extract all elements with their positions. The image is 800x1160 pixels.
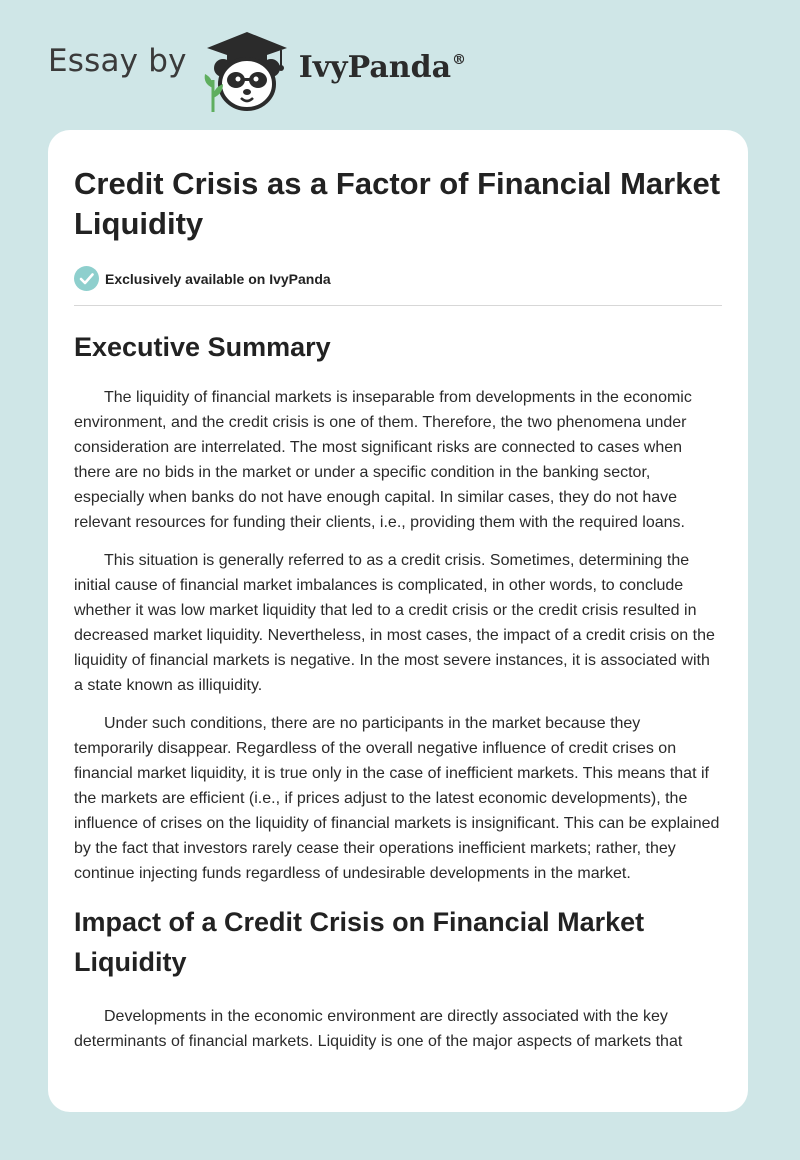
- paragraph: This situation is generally referred to as a credit crisis. Sometimes, determining the initial cause of financial market imbalances is complicated, in other words, to conclude whether it was low market liquidity that led to a credit crisis or the credit crisis resulted in decreased market liquidity. Nevertheless, in most cases, the impact of a credit crisis on the liquidity of financial markets is negative. In the most severe instances, it is associated with a state known as illiquidity.: [74, 552, 715, 694]
- brand-text: IvyPanda: [298, 49, 452, 85]
- section-heading: Executive Summary: [74, 332, 331, 362]
- essay-title: Credit Crisis as a Factor of Financial Market Liquidity: [74, 166, 721, 241]
- paragraph: The liquidity of financial markets is inseparable from developments in the economic environment, and the credit crisis is one of them. Therefore, the two phenomena under consideration are interrelated. The most significant risks are connected to cases when there are no bids in the market or under a specific condition in the banking sector, especially when banks do not have enough capital. In similar cases, they do not have relevant resources for funding their clients, i.e., providing them with the required loans.: [74, 389, 692, 531]
- section-heading: Impact of a Credit Crisis on Financial Market Liquidity: [74, 907, 645, 977]
- essay-by-label: Essay by: [48, 43, 187, 79]
- brand-name[interactable]: [299, 50, 466, 85]
- exclusive-badge: [74, 266, 722, 306]
- site-header: [48, 28, 466, 114]
- section-impact: [74, 902, 722, 1054]
- registered-mark: ®: [452, 51, 467, 68]
- section-executive-summary: [74, 330, 722, 886]
- panda-graduate-icon[interactable]: [201, 28, 293, 114]
- exclusive-text: Exclusively available on IvyPanda: [105, 270, 331, 287]
- check-circle-icon: [74, 266, 99, 291]
- paragraph: Developments in the economic environment are directly associated with the key determinants of financial markets. Liquidity is one of the major aspects of markets that: [74, 1008, 683, 1050]
- paragraph: Under such conditions, there are no participants in the market because they temporarily disappear. Regardless of the overall negative influence of credit crises on financial market liquidity, it is true only in the case of inefficient markets. This means that if the markets are efficient (i.e., if prices adjust to the latest economic developments), the influence of crises on the liquidity of financial markets is insignificant. This can be explained by the fact that investors rarely cease their operations inefficient markets; rather, they continue injecting funds regardless of undesirable developments in the market.: [74, 715, 720, 882]
- essay-card: [48, 130, 748, 1112]
